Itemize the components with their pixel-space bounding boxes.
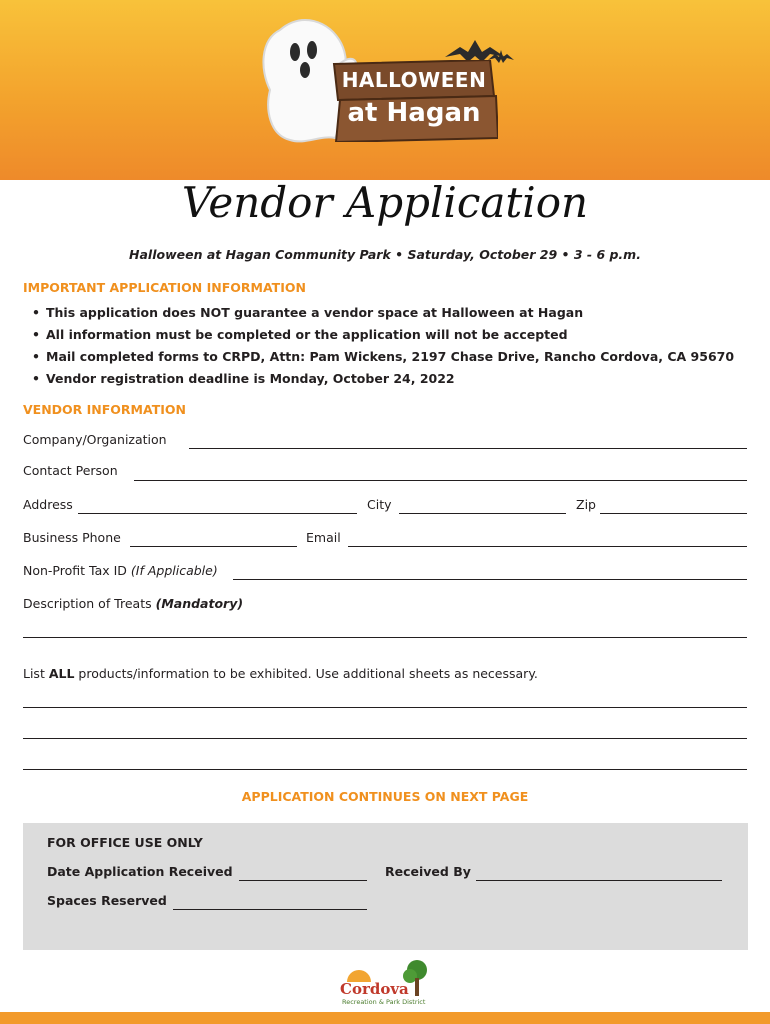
header-banner bbox=[0, 0, 770, 180]
office-heading: FOR OFFICE USE ONLY bbox=[47, 835, 203, 850]
halloween-sign bbox=[330, 60, 498, 142]
treats-label-text: Description of Treats bbox=[23, 596, 152, 611]
taxid-label bbox=[23, 563, 218, 578]
list-item: • All information must be completed or the application will not be accepted bbox=[24, 324, 734, 346]
products-post: products/information to be exhibited. Use additional sheets as necessary. bbox=[74, 666, 538, 681]
important-heading: IMPORTANT APPLICATION INFORMATION bbox=[23, 280, 306, 295]
taxid-field[interactable] bbox=[233, 579, 747, 580]
products-label bbox=[23, 666, 538, 681]
address-label: Address bbox=[23, 497, 73, 512]
email-field[interactable] bbox=[348, 546, 747, 547]
address-field[interactable] bbox=[78, 513, 357, 514]
list-item: • Mail completed forms to CRPD, Attn: Pam Wickens, 2197 Chase Drive, Rancho Cordova, CA 95670 bbox=[24, 346, 734, 368]
received-by-field[interactable] bbox=[476, 880, 722, 881]
products-field-2[interactable] bbox=[23, 738, 747, 739]
products-bold: ALL bbox=[48, 666, 75, 681]
footer-logo-tagline: Recreation & Park District bbox=[342, 998, 426, 1006]
phone-field[interactable] bbox=[130, 546, 297, 547]
phone-label: Business Phone bbox=[23, 530, 121, 545]
logo-line-1: HALLOWEEN bbox=[341, 68, 487, 92]
zip-field[interactable] bbox=[600, 513, 747, 514]
footer-logo-name: Cordova bbox=[340, 980, 409, 998]
company-label: Company/Organization bbox=[23, 432, 167, 447]
page-title: Vendor Application bbox=[181, 178, 589, 227]
list-item: • This application does NOT guarantee a vendor space at Halloween at Hagan bbox=[24, 302, 734, 324]
city-label: City bbox=[367, 497, 392, 512]
treats-label bbox=[23, 596, 243, 611]
taxid-label-text: Non-Profit Tax ID bbox=[23, 563, 127, 578]
zip-label: Zip bbox=[576, 497, 596, 512]
event-subtitle: Halloween at Hagan Community Park • Saturday, October 29 • 3 - 6 p.m. bbox=[129, 247, 641, 262]
contact-label: Contact Person bbox=[23, 463, 118, 478]
spaces-reserved-label: Spaces Reserved bbox=[47, 893, 167, 908]
continue-note: APPLICATION CONTINUES ON NEXT PAGE bbox=[241, 789, 529, 804]
office-use-box bbox=[23, 823, 748, 950]
products-field-3[interactable] bbox=[23, 769, 747, 770]
products-field-1[interactable] bbox=[23, 707, 747, 708]
city-field[interactable] bbox=[399, 513, 566, 514]
received-by-label: Received By bbox=[385, 864, 471, 879]
products-pre: List bbox=[23, 666, 49, 681]
treats-field[interactable] bbox=[23, 637, 747, 638]
email-label: Email bbox=[306, 530, 341, 545]
taxid-note: (If Applicable) bbox=[130, 563, 218, 578]
logo-line-2: at Hagan bbox=[347, 98, 481, 128]
spaces-reserved-field[interactable] bbox=[173, 909, 367, 910]
footer-bar bbox=[0, 1012, 770, 1024]
contact-field[interactable] bbox=[134, 480, 747, 481]
important-list bbox=[24, 302, 734, 390]
vendor-heading: VENDOR INFORMATION bbox=[23, 402, 186, 417]
date-received-label: Date Application Received bbox=[47, 864, 233, 879]
company-field[interactable] bbox=[189, 448, 747, 449]
list-item: • Vendor registration deadline is Monday, October 24, 2022 bbox=[24, 368, 734, 390]
treats-note: (Mandatory) bbox=[155, 596, 244, 611]
date-received-field[interactable] bbox=[239, 880, 367, 881]
